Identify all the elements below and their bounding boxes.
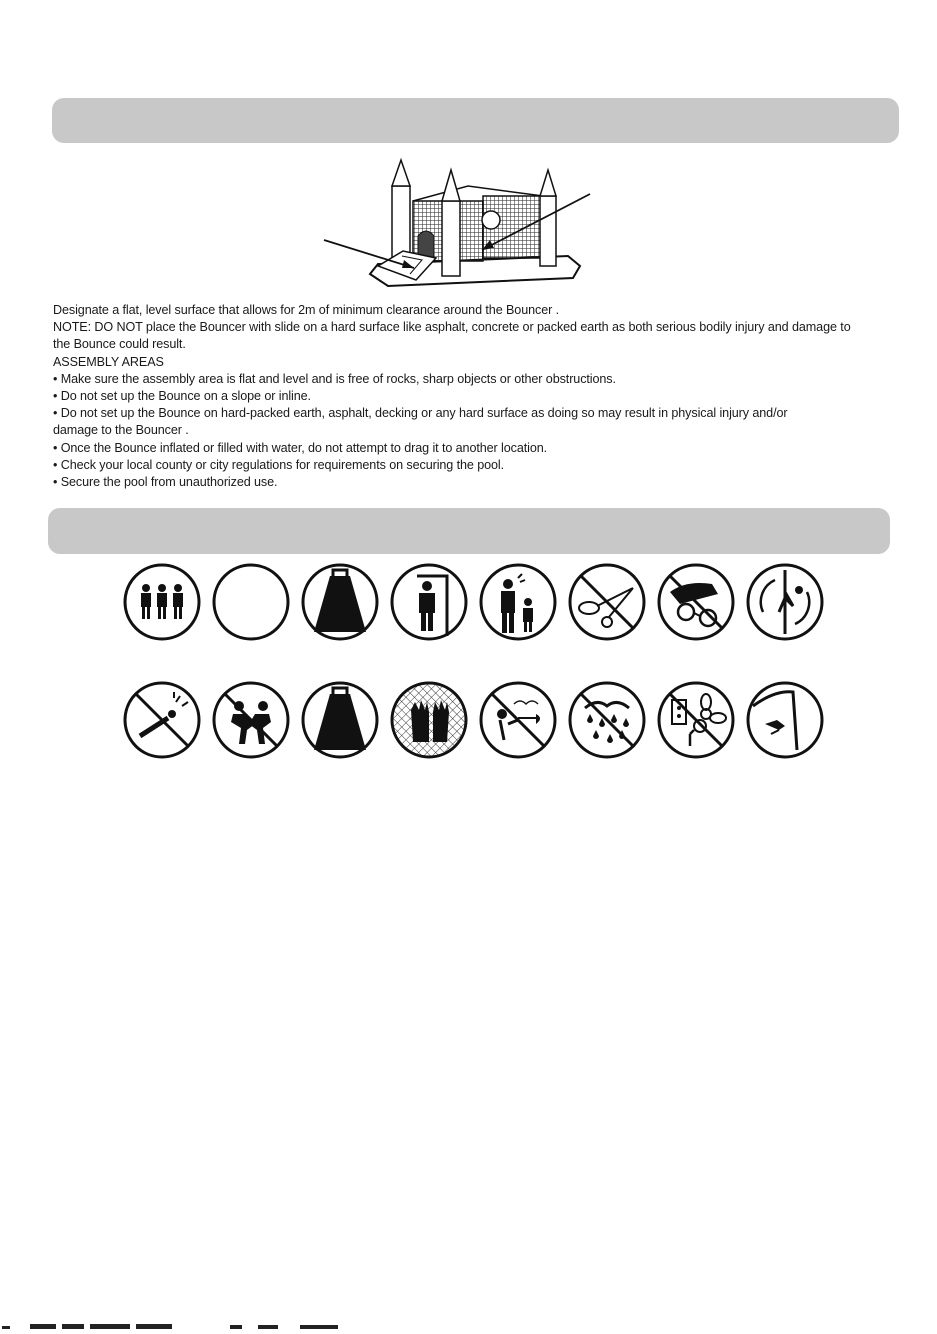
bullet-item: • Do not set up the Bounce on hard-packed earth, asphalt, decking or any hard surface as doing so may result in physical injury and/or (53, 406, 788, 421)
bullet-item: • Do not set up the Bounce on a slope or inline. (53, 389, 311, 404)
no-smoking-food-icon (478, 680, 558, 760)
bullet-item-continuation: damage to the Bouncer . (53, 423, 189, 438)
no-shoes-glasses-icon (656, 562, 736, 642)
height-limit-icon (389, 562, 469, 642)
adult-supervision-icon (478, 562, 558, 642)
paragraph-line: Designate a flat, level surface that allows for 2m of minimum clearance around the Bouncer . (53, 303, 560, 317)
no-hanging-on-walls-icon (745, 680, 825, 760)
section-header-bar (52, 98, 899, 143)
weight-icon (300, 562, 380, 642)
bounce-house-castle-illustration (318, 156, 608, 296)
keep-away-from-blower-icon (656, 680, 736, 760)
paragraph-line: the Bounce could result. (53, 337, 186, 352)
no-flips-icon (745, 562, 825, 642)
safety-icon-row (122, 680, 822, 762)
section-header-bar (48, 508, 890, 554)
bullet-item: • Check your local county or city regulations for requirements on securing the pool. (53, 457, 505, 472)
bullet-item: • Make sure the assembly area is flat and level and is free of rocks, sharp objects or other obstructions. (53, 371, 616, 386)
paragraph-line: NOTE: DO NOT place the Bouncer with slide on a hard surface like asphalt, concrete or packed earth as both serious bodily injury and damage to (53, 320, 851, 335)
section-subheading: ASSEMBLY AREAS (53, 354, 164, 369)
page-footer-marks (0, 1316, 360, 1323)
no-rough-play-icon (211, 680, 291, 760)
three-people-icon (122, 562, 202, 642)
bullet-item: • Secure the pool from unauthorized use. (53, 475, 278, 490)
no-use-in-rain-icon (567, 680, 647, 760)
weight-icon (300, 680, 380, 760)
no-diving-icon (122, 680, 202, 760)
blank-circle-icon (211, 562, 291, 642)
no-climbing-net-icon (389, 680, 469, 760)
no-sharp-objects-icon (567, 562, 647, 642)
safety-icon-row (122, 562, 822, 644)
instruction-text (53, 302, 903, 491)
bullet-item: • Once the Bounce inflated or filled with water, do not attempt to drag it to another location. (53, 440, 548, 455)
